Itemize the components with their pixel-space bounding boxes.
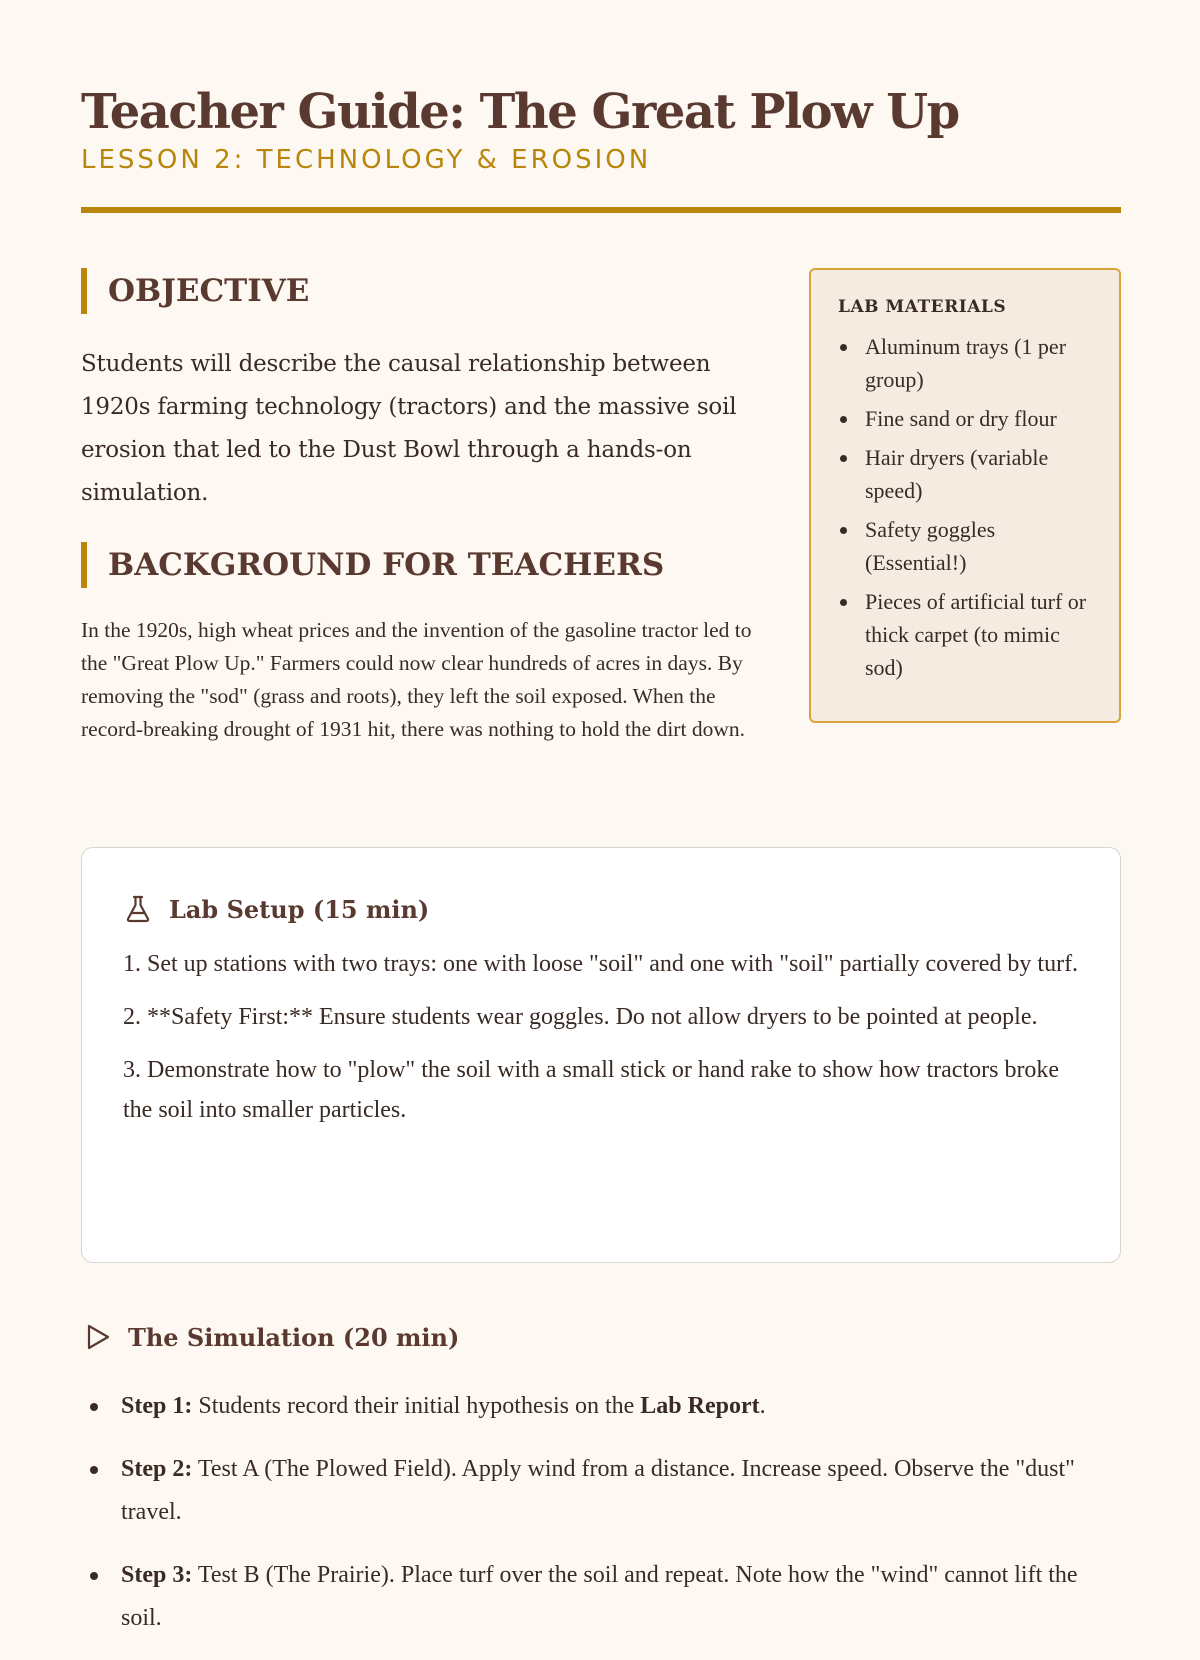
lab-setup-card	[81, 847, 1121, 1263]
material-item: Pieces of artificial turf or thick carpet (to mimic sod)	[838, 585, 1093, 684]
material-item: Hair dryers (variable speed)	[838, 441, 1093, 507]
background-text: In the 1920s, high wheat prices and the invention of the gasoline tractor led to the "Great Plow Up." Farmers could now clear hundreds of acres in days. By removing the "sod" (grass and roots), they left the soil exposed. When the record-breaking drought of 1931 hit, there was nothing to hold the dirt down.	[81, 618, 752, 741]
simulation-step	[81, 1448, 1121, 1534]
page-title: Teacher Guide: The Great Plow Up	[81, 84, 959, 140]
material-item: Aluminum trays (1 per group)	[838, 330, 1093, 396]
step-text: Test A (The Plowed Field). Apply wind from a distance. Increase speed. Observe the "dust" travel.	[121, 1456, 1075, 1525]
background-heading: BACKGROUND FOR TEACHERS	[81, 542, 664, 588]
flask-icon	[123, 894, 153, 924]
header-divider	[81, 207, 1121, 213]
material-item: Fine sand or dry flour	[838, 402, 1093, 435]
objective-text: Students will describe the causal relationship between 1920s farming technology (tractors) and the massive soil erosion that led to the Dust Bowl through a hands-on simulation.	[81, 351, 737, 506]
step-label: Step 3:	[121, 1562, 193, 1588]
lab-materials-box	[809, 268, 1121, 723]
simulation-heading	[84, 1320, 459, 1354]
lab-report-emphasis: Lab Report	[640, 1393, 760, 1419]
simulation-steps	[81, 1385, 1121, 1660]
lab-materials-title: LAB MATERIALS	[838, 297, 1007, 317]
setup-step: 3. Demonstrate how to "plow" the soil with a small stick or hand rake to show how tractors broke the soil into smaller particles.	[123, 1057, 1060, 1123]
material-item: Safety goggles (Essential!)	[838, 513, 1093, 579]
step-text: Students record their initial hypothesis on the	[198, 1393, 641, 1419]
simulation-step	[81, 1554, 1121, 1640]
objective-heading: OBJECTIVE	[81, 268, 309, 314]
setup-step: 2. **Safety First:** Ensure students wear goggles. Do not allow dryers to be pointed at people.	[123, 1004, 1038, 1030]
lab-materials-list	[838, 330, 1093, 684]
play-icon	[84, 1323, 112, 1351]
setup-step: 1. Set up stations with two trays: one with loose "soil" and one with "soil" partially covered by turf.	[123, 951, 1079, 977]
simulation-step	[81, 1385, 1121, 1428]
simulation-title: The Simulation (20 min)	[128, 1322, 460, 1352]
step-label: Step 1:	[121, 1393, 193, 1419]
step-text: Test B (The Prairie). Place turf over the soil and repeat. Note how the "wind" cannot lift the soil.	[121, 1562, 1078, 1631]
step-tail: .	[759, 1393, 766, 1419]
lab-setup-heading	[123, 892, 1080, 926]
lesson-subtitle: LESSON 2: TECHNOLOGY & EROSION	[81, 145, 652, 175]
step-label: Step 2:	[121, 1456, 193, 1482]
lab-setup-title: Lab Setup (15 min)	[169, 894, 430, 924]
